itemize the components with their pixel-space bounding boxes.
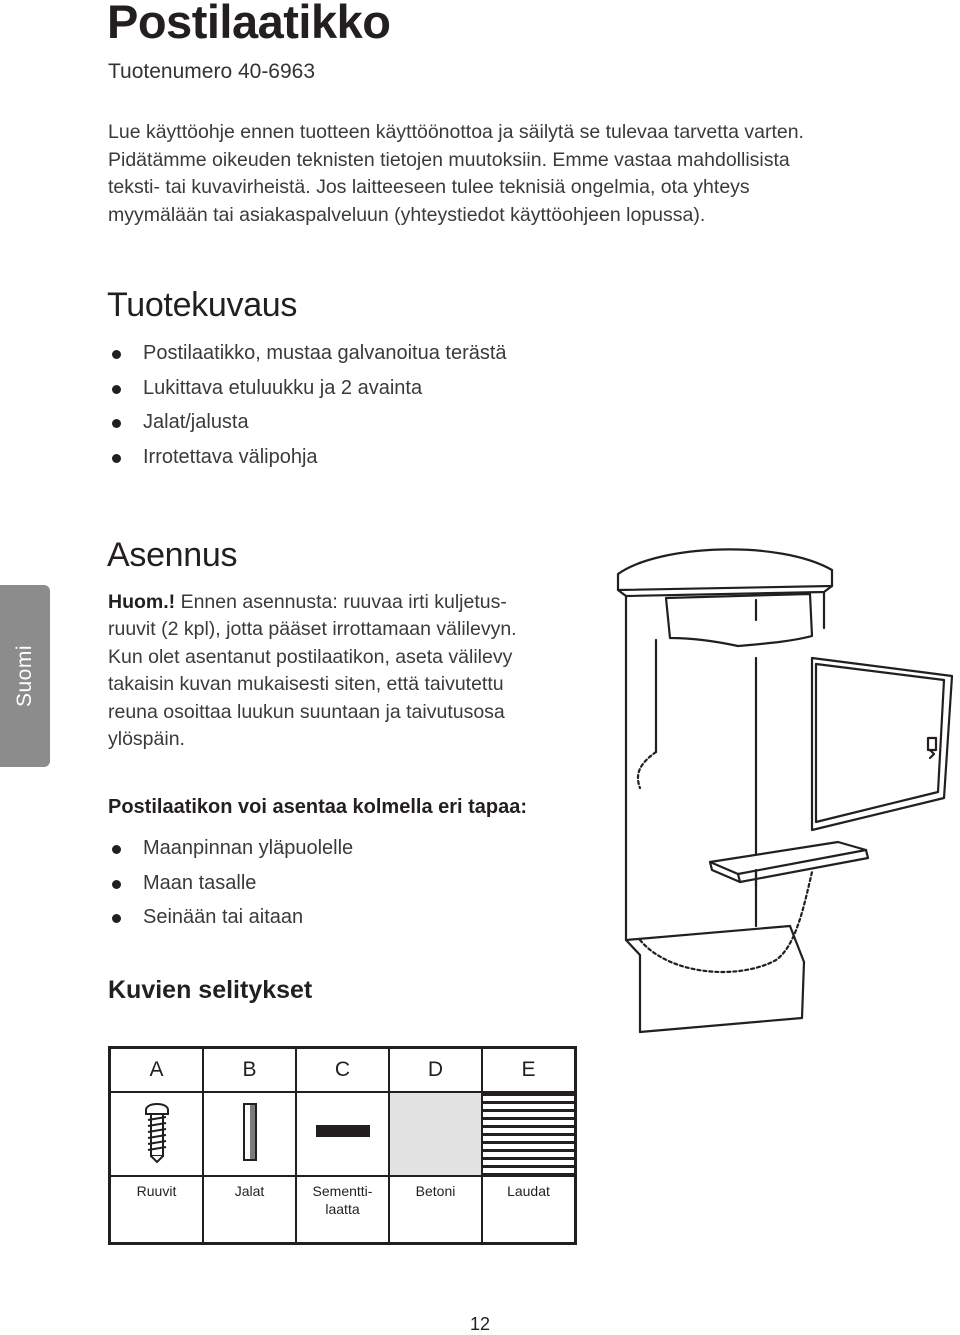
- list-item-label: Irrotettava välipohja: [143, 445, 318, 468]
- legend-heading: Kuvien selitykset: [108, 976, 313, 1004]
- legend-caption: Ruuvit: [110, 1176, 204, 1244]
- bullet-icon: [112, 845, 121, 854]
- planks-icon: [482, 1092, 576, 1176]
- list-item: [108, 866, 353, 901]
- intro-line: Pidätämme oikeuden teknisten tietojen muutoksiin. Emme vastaa mahdollisista: [108, 148, 790, 171]
- installation-line: ruuvit (2 kpl), jotta pääset irrottamaan välilevyn.: [108, 618, 517, 641]
- installation-text: [108, 589, 578, 753]
- list-item: [108, 371, 507, 406]
- list-item-label: Lukittava etuluukku ja 2 avainta: [143, 376, 423, 399]
- legend-letter: A: [110, 1048, 204, 1093]
- list-item-label: Jalat/jalusta: [143, 411, 249, 433]
- page-number: 12: [469, 1314, 491, 1334]
- intro-line: teksti- tai kuvavirheistä. Jos laitteeseen tulee teknisiä ongelmia, ota yhteys: [108, 176, 750, 198]
- legend-letter: E: [482, 1048, 576, 1093]
- legend-caption: Laudat: [482, 1176, 576, 1244]
- cement-slab-icon: [313, 1122, 373, 1142]
- installation-heading: Asennus: [107, 536, 238, 574]
- language-tab: [0, 585, 50, 767]
- installation-line: [108, 589, 578, 616]
- legend-letter: B: [203, 1048, 296, 1093]
- legend-icon-cell: [296, 1092, 389, 1176]
- bullet-icon: [112, 454, 121, 463]
- intro-line: Lue käyttöohje ennen tuotteen käyttöönottoa ja säilytä se tulevaa tarvetta varten.: [108, 121, 804, 143]
- legend-caption-cell: [296, 1176, 389, 1244]
- legend-caption: laatta: [325, 1201, 360, 1217]
- list-item-label: Maanpinnan yläpuolelle: [143, 837, 354, 859]
- installation-line: Kun olet asentanut postilaatikon, aseta välilevy: [108, 645, 513, 668]
- list-item-label: Maan tasalle: [143, 871, 257, 894]
- legend-letter: D: [389, 1048, 482, 1093]
- legend-captions-row: [110, 1176, 576, 1244]
- list-item: [108, 831, 353, 866]
- note-label: Huom.!: [108, 591, 176, 613]
- concrete-icon: [389, 1092, 482, 1176]
- legend-icons-row: [110, 1092, 576, 1176]
- legend-letters-row: [110, 1048, 576, 1093]
- installation-line-text: Ennen asennusta: ruuvaa irti kuljetus-: [175, 591, 507, 613]
- bullet-icon: [112, 880, 121, 889]
- product-number: Tuotenumero 40-6963: [108, 60, 316, 83]
- legend-icon-cell: [203, 1092, 296, 1176]
- list-item: [108, 405, 507, 440]
- legend-caption: Jalat: [203, 1176, 296, 1244]
- leg-icon: [239, 1102, 261, 1162]
- ways-list: [108, 831, 353, 935]
- intro-text: [108, 119, 888, 229]
- description-list: [108, 336, 507, 474]
- language-tab-label: Suomi: [13, 644, 36, 708]
- legend-letter: C: [296, 1048, 389, 1093]
- page-title: Postilaatikko: [107, 0, 391, 48]
- installation-line: ylöspäin.: [108, 728, 185, 751]
- legend-caption: Betoni: [389, 1176, 482, 1244]
- list-item: [108, 440, 507, 475]
- list-item: [108, 336, 507, 371]
- list-item: [108, 900, 353, 935]
- legend-table: [108, 1046, 577, 1245]
- mailbox-illustration: [600, 540, 960, 1040]
- ways-heading: Postilaatikon voi asentaa kolmella eri tapaa:: [108, 796, 528, 818]
- bullet-icon: [112, 385, 121, 394]
- screw-icon: [142, 1100, 172, 1164]
- bullet-icon: [112, 914, 121, 923]
- installation-line: reuna osoittaa luukun suuntaan ja taivutusosa: [108, 700, 505, 723]
- legend-caption: Sementti-: [312, 1183, 373, 1199]
- installation-line: takaisin kuvan mukaisesti siten, että taivutettu: [108, 673, 504, 696]
- bullet-icon: [112, 350, 121, 359]
- bullet-icon: [112, 419, 121, 428]
- list-item-label: Seinään tai aitaan: [143, 906, 304, 928]
- intro-line: myymälään tai asiakaspalveluun (yhteystiedot käyttöohjeen lopussa).: [108, 203, 706, 226]
- description-heading: Tuotekuvaus: [107, 286, 298, 324]
- list-item-label: Postilaatikko, mustaa galvanoitua terästä: [143, 342, 507, 364]
- legend-icon-cell: [110, 1092, 204, 1176]
